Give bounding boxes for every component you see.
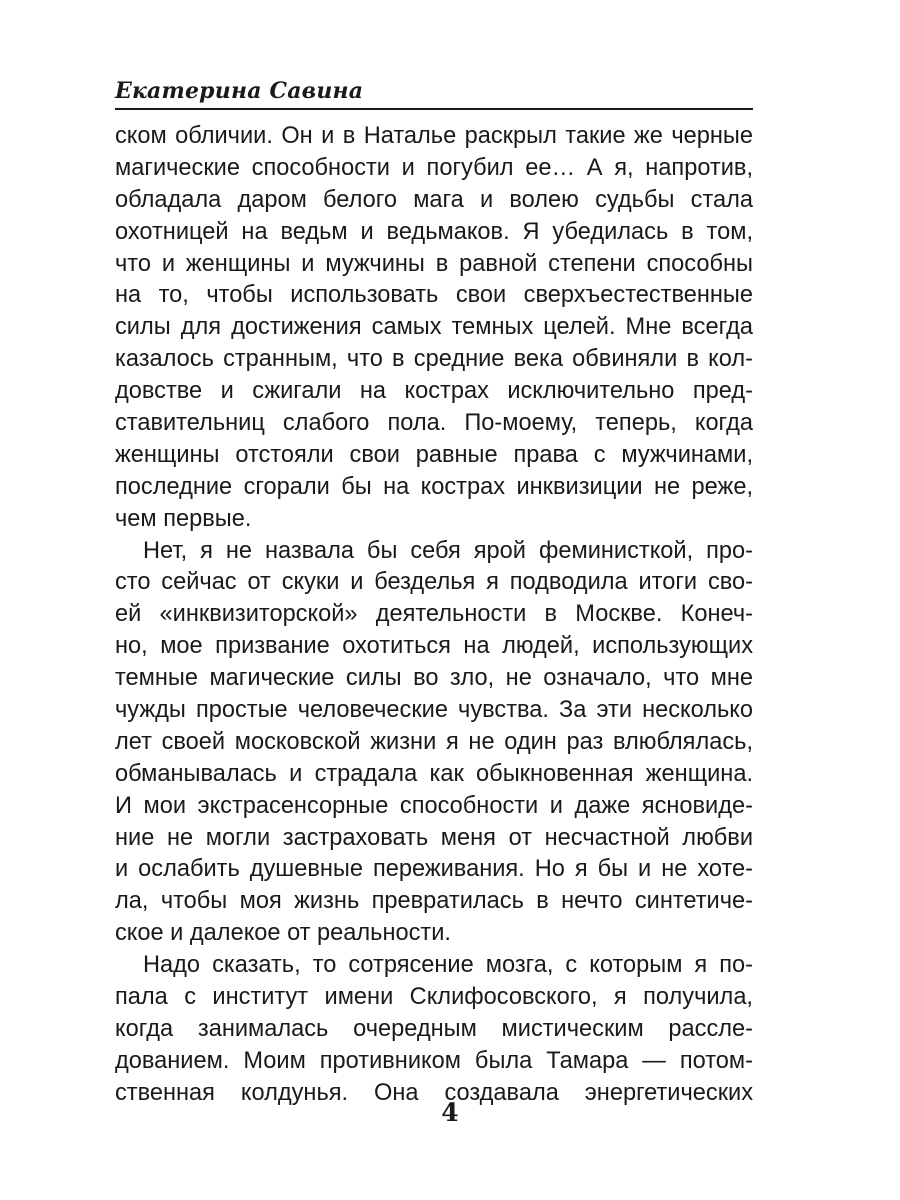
text-line: когда занималась очередным мистическим рассле-: [115, 1015, 753, 1042]
text-line: дованием. Моим противником была Тамара — потом-: [115, 1047, 753, 1074]
text-line: охотницей на ведьм и ведьмаков. Я убедилась в том,: [115, 218, 753, 245]
running-header: [115, 74, 753, 110]
text-line: темные магические силы во зло, не означало, что мне: [115, 665, 753, 692]
text-line: Нет, я не назвала бы себя ярой феминисткой, про-: [143, 537, 753, 564]
text-line: казалось странным, что в средние века обвиняли в кол-: [115, 346, 753, 373]
paragraph-1: [115, 121, 753, 536]
page-number: 4: [441, 1098, 459, 1127]
paragraph-2: [115, 536, 753, 951]
text-line: ла, чтобы моя жизнь превратилась в нечто синтетиче-: [115, 888, 753, 915]
author-name: Екатерина Савина: [115, 78, 364, 104]
text-line: последние сгорали бы на кострах инквизиции не реже,: [115, 473, 753, 500]
text-line: магические способности и погубил ее… А я, напротив,: [115, 154, 753, 181]
text-line: но, мое призвание охотиться на людей, использующих: [115, 633, 753, 660]
text-line: чужды простые человеческие чувства. За эти несколько: [115, 697, 753, 724]
text-line: обманывалась и страдала как обыкновенная женщина.: [115, 760, 753, 787]
text-line: силы для достижения самых темных целей. Мне всегда: [115, 314, 753, 341]
text-line: лет своей московской жизни я не один раз влюблялась,: [115, 728, 753, 755]
text-line: ском обличии. Он и в Наталье раскрыл такие же черные: [115, 123, 753, 149]
text-line: ственная колдунья. Она создавала энергетических: [115, 1079, 753, 1106]
text-line: Надо сказать, то сотрясение мозга, с которым я по-: [143, 952, 753, 979]
text-line: что и женщины и мужчины в равной степени способны: [115, 250, 753, 277]
text-line: ставительниц слабого пола. По-моему, теперь, когда: [115, 410, 753, 437]
text-line: пала с институт имени Склифосовского, я получила,: [115, 984, 753, 1011]
text-line: и ослабить душевные переживания. Но я бы и не хоте-: [115, 856, 753, 883]
text-line: на то, чтобы использовать свои сверхъестественные: [115, 282, 753, 309]
text-line: И мои экстрасенсорные способности и даже ясновиде-: [115, 792, 753, 819]
text-line: ское и далекое от реальности.: [115, 920, 451, 947]
text-line: чем первые.: [115, 505, 252, 532]
text-line: сто сейчас от скуки и безделья я подводила итоги сво-: [115, 569, 753, 596]
text-line: обладала даром белого мага и волею судьбы стала: [115, 186, 753, 213]
text-line: довстве и сжигали на кострах исключительно пред-: [115, 378, 753, 405]
body-text: [115, 121, 753, 1110]
text-line: ние не могли застраховать меня от несчастной любви: [115, 824, 753, 851]
text-line: ей «инквизиторской» деятельности в Москве. Конеч-: [115, 601, 753, 628]
text-line: женщины отстояли свои равные права с мужчинами,: [115, 441, 753, 468]
paragraph-3: [115, 950, 753, 1109]
